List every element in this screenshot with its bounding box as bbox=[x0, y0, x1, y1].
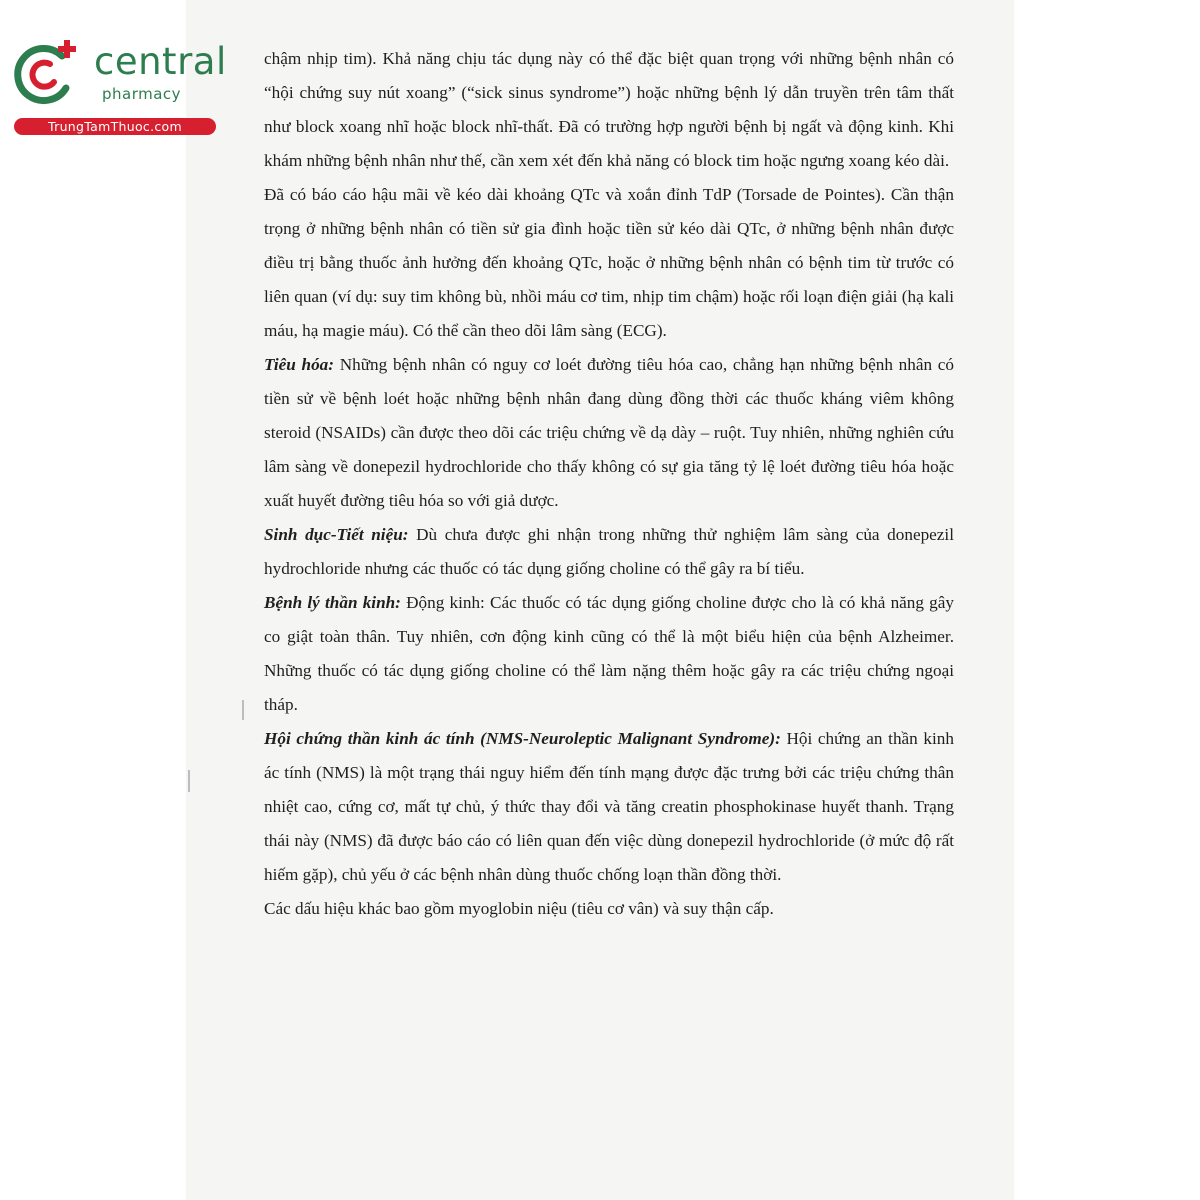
document-body bbox=[264, 42, 954, 926]
brand-subtitle: pharmacy bbox=[102, 85, 182, 103]
paragraph-text: Động kinh: Các thuốc có tác dụng giống choline được cho là có khả năng gây co giật toàn thân. Tuy nhiên, cơn động kinh cũng có thể là một biểu hiện của bệnh Alzheimer. Những thuốc có tác dụng giống choline có thể làm nặng thêm hoặc gây ra các triệu chứng ngoại tháp. bbox=[264, 593, 954, 714]
section-heading: Tiêu hóa: bbox=[264, 355, 335, 374]
scan-artifact bbox=[188, 770, 190, 792]
paragraph bbox=[264, 518, 954, 586]
section-heading: Sinh dục-Tiết niệu: bbox=[264, 525, 409, 544]
paragraph bbox=[264, 348, 954, 518]
paragraph-text: Hội chứng an thần kinh ác tính (NMS) là một trạng thái nguy hiểm đến tính mạng được đặc trưng bởi các triệu chứng thân nhiệt cao, cứng cơ, mất tự chủ, ý thức thay đổi và tăng creatin phosphokinase huyết thanh. Trạng thái này (NMS) đã được báo cáo có liên quan đến việc dùng donepezil hydrochloride (ở mức độ rất hiếm gặp), chủ yếu ở các bệnh nhân dùng thuốc chống loạn thần đồng thời. bbox=[264, 729, 954, 884]
paragraph-text: Dù chưa được ghi nhận trong những thử nghiệm lâm sàng của donepezil hydrochloride nhưng các thuốc có tác dụng giống choline có thể gây ra bí tiểu. bbox=[264, 525, 954, 578]
scan-artifact bbox=[242, 700, 244, 720]
paragraph-text: Các dấu hiệu khác bao gồm myoglobin niệu (tiêu cơ vân) và suy thận cấp. bbox=[264, 899, 774, 918]
pharmacy-cross-icon bbox=[10, 38, 82, 110]
section-heading: Hội chứng thần kinh ác tính (NMS-Neuroleptic Malignant Syndrome): bbox=[264, 729, 781, 748]
paragraph bbox=[264, 42, 954, 178]
paragraph bbox=[264, 586, 954, 722]
website-badge[interactable]: TrungTamThuoc.com bbox=[14, 118, 216, 135]
paragraph bbox=[264, 178, 954, 348]
brand-name: central bbox=[94, 40, 227, 83]
paragraph bbox=[264, 892, 954, 926]
paragraph-text: Đã có báo cáo hậu mãi về kéo dài khoảng QTc và xoắn đỉnh TdP (Torsade de Pointes). Cần thận trọng ở những bệnh nhân có tiền sử gia đình hoặc tiền sử kéo dài QTc, ở những bệnh nhân được điều trị bằng thuốc ảnh hưởng đến khoảng QTc, hoặc ở những bệnh nhân có bệnh tim từ trước có liên quan (ví dụ: suy tim không bù, nhồi máu cơ tim, nhịp tim chậm) hoặc rối loạn điện giải (hạ kali máu, hạ magie máu). Có thể cần theo dõi lâm sàng (ECG). bbox=[264, 185, 954, 340]
paragraph-text: chậm nhịp tim). Khả năng chịu tác dụng này có thể đặc biệt quan trọng với những bệnh nhân có “hội chứng suy nút xoang” (“sick sinus syndrome”) hoặc những bệnh lý dẫn truyền trên tâm thất như block xoang nhĩ hoặc block nhĩ-thất. Đã có trường hợp người bệnh bị ngất và động kinh. Khi khám những bệnh nhân như thế, cần xem xét đến khả năng có block tim hoặc ngưng xoang kéo dài. bbox=[264, 49, 954, 170]
paragraph-text: Những bệnh nhân có nguy cơ loét đường tiêu hóa cao, chẳng hạn những bệnh nhân có tiền sử về bệnh loét hoặc những bệnh nhân đang dùng đồng thời các thuốc kháng viêm không steroid (NSAIDs) cần được theo dõi các triệu chứng về dạ dày – ruột. Tuy nhiên, những nghiên cứu lâm sàng về donepezil hydrochloride cho thấy không có sự gia tăng tỷ lệ loét đường tiêu hóa hoặc xuất huyết đường tiêu hóa so với giả dược. bbox=[264, 355, 954, 510]
paragraph bbox=[264, 722, 954, 892]
section-heading: Bệnh lý thần kinh: bbox=[264, 593, 401, 612]
brand-logo[interactable] bbox=[10, 38, 227, 138]
